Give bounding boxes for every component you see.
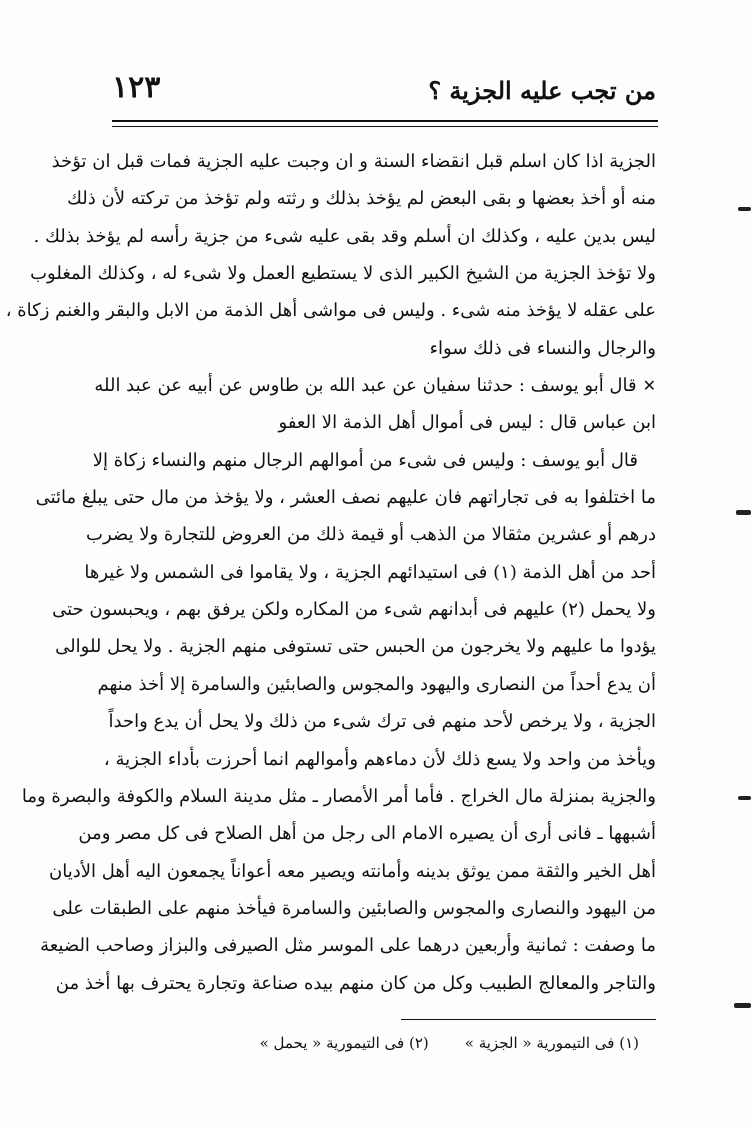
text-line-22: ما وصفت : ثمانية وأربعين درهما على الموسر مثل الصيرفى والبزاز وصاحب الضيعة (40, 935, 656, 957)
text-line-2: منه أو أخذ بعضها و بقى البعض لم يؤخذ بذلك و رثته ولم تؤخذ من تركته لأن ذلك (67, 188, 656, 210)
text-line-23: والتاجر والمعالج الطبيب وكل من كان منهم بيده صناعة وتجارة يحترف بها أخذ من (55, 972, 656, 994)
text-line-5: على عقله لا يؤخذ منه شىء . وليس فى مواشى أهل الذمة من الابل والبقر والغنم زكاة ، (5, 300, 656, 322)
text-line-13: ولا يحمل (٢) عليهم فى أبدانهم شىء من المكاره ولكن يرفق بهم ، ويحبسون حتى (52, 599, 656, 621)
text-line-10: ما اختلفوا به فى تجاراتهم فان عليهم نصف العشر ، ولا يؤخذ من مال حتى يبلغ مائتى (35, 487, 656, 509)
scan-edge-mark (734, 1003, 751, 1008)
footnote-1: (١) فى التيمورية « الجزية » (464, 1034, 639, 1052)
text-line-17: ويأخذ من واحد ولا يسع ذلك لأن دماءهم وأموالهم انما أحرزت بأداء الجزية ، (103, 748, 656, 770)
footnotes (110, 1030, 639, 1056)
text-line-3: ليس بدين عليه ، وكذلك ان أسلم وقد بقى عليه شىء من جزية رأسه لم يؤخذ بذلك . (33, 225, 656, 247)
text-line-4: ولا تؤخذ الجزية من الشيخ الكبير الذى لا يستطيع العمل ولا شىء له ، وكذلك المغلوب (30, 263, 656, 285)
text-line-16: الجزية ، ولا يرخص لأحد منهم فى ترك شىء من ذلك ولا يحل أن يدع واحداً (108, 711, 656, 733)
text-line-15: أن يدع أحداً من النصارى واليهود والمجوس والصابئين والسامرة إلا أخذ منهم (97, 673, 656, 695)
page-header (112, 70, 656, 116)
text-line-18: والجزية بمنزلة مال الخراج . فأما أمر الأمصار ـ مثل مدينة السلام والكوفة والبصرة وما (21, 785, 656, 807)
running-title: من تجب عليه الجزية ؟ (428, 76, 656, 105)
text-line-9: قال أبو يوسف : وليس فى شىء من أموالهم الرجال منهم والنساء زكاة إلا (92, 449, 638, 471)
text-line-12: أحد من أهل الذمة (١) فى استيدائهم الجزية ، ولا يقاموا فى الشمس ولا غيرها (84, 561, 656, 583)
text-line-14: يؤدوا ما عليهم ولا يخرجون من الحبس حتى تستوفى منهم الجزية . ولا يحل للوالى (55, 636, 656, 658)
scan-edge-mark (738, 796, 751, 800)
marginal-cross-mark: ✕ (642, 376, 656, 396)
footnote-2: (٢) فى التيمورية « يحمل » (259, 1034, 429, 1052)
body-text (5, 143, 656, 1002)
text-line-1: الجزية اذا كان اسلم قبل انقضاء السنة و ان وجبت عليه الجزية فمات قبل ان تؤخذ (51, 151, 656, 172)
text-line-7 (94, 367, 656, 404)
scan-edge-mark (736, 510, 751, 515)
scan-edge-mark (738, 207, 751, 211)
text-line-6: والرجال والنساء فى ذلك سواء (429, 337, 656, 359)
text-line-20: أهل الخير والثقة ممن يوثق بدينه وأمانته ويصير معه أعواناً يجمعون اليه أهل الأديان (49, 860, 656, 882)
header-rule-thin (112, 126, 658, 127)
text-line-11: درهم أو عشرين مثقالا من الذهب أو قيمة ذلك من العروض للتجارة ولا يضرب (86, 524, 656, 546)
page-number: ١٢٣ (112, 70, 161, 105)
text-line-7-content: قال أبو يوسف : حدثنا سفيان عن عبد الله بن طاوس عن أبيه عن عبد الله (94, 375, 637, 397)
text-line-21: من اليهود والنصارى والمجوس والصابئين والسامرة فيأخذ منهم على الطبقات على (52, 897, 656, 919)
text-line-19: أشبهها ـ فانى أرى أن يصيره الامام الى رجل من أهل الصلاح فى كل مصر ومن (78, 823, 656, 845)
text-line-8: ابن عباس قال : ليس فى أموال أهل الذمة الا العفو (278, 412, 656, 434)
header-rule-thick (112, 120, 658, 122)
footnote-rule (401, 1019, 656, 1020)
